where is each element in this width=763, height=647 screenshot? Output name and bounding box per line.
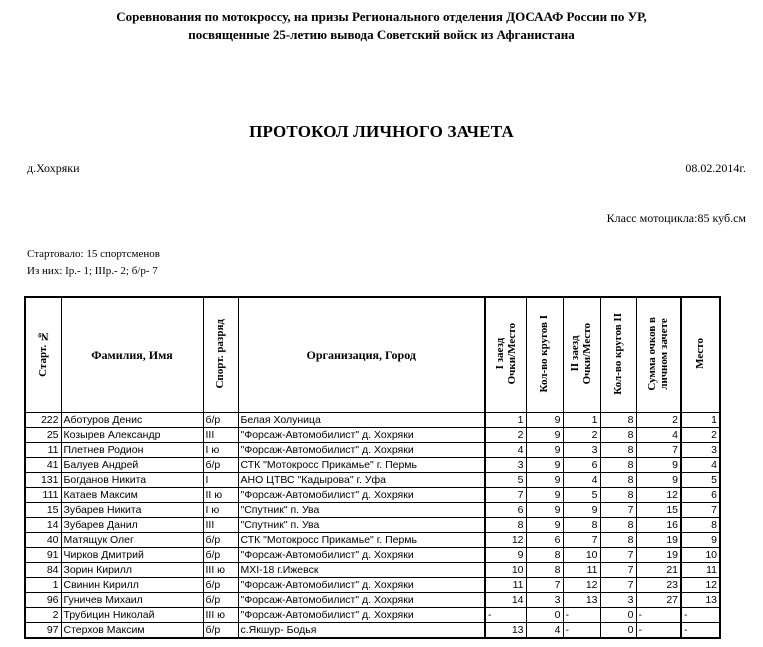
cell-l2: 8	[600, 428, 636, 443]
cell-rank: I ю	[203, 443, 238, 458]
cell-h1: 9	[485, 548, 526, 563]
table-row	[25, 578, 720, 593]
cell-place: 8	[681, 518, 720, 533]
cell-org: "Форсаж-Автомобилист" д. Хохряки	[238, 548, 485, 563]
competition-title-line2: посвященные 25-летию вывода Советский войск из Афганистана	[188, 27, 575, 42]
cell-name: Стерхов Максим	[61, 623, 203, 639]
cell-place: 5	[681, 473, 720, 488]
cell-sum: 19	[636, 533, 681, 548]
cell-h2: 3	[563, 443, 600, 458]
cell-org: "Форсаж-Автомобилист" д. Хохряки	[238, 488, 485, 503]
cell-org: СТК "Мотокросс Прикамье" г. Пермь	[238, 458, 485, 473]
cell-rank: III	[203, 518, 238, 533]
cell-no: 2	[25, 608, 61, 623]
col-start-no: Старт. №	[25, 297, 61, 413]
venue: д.Хохряки	[27, 161, 80, 175]
table-row	[25, 488, 720, 503]
col-laps1: Кол-во кругов I	[526, 297, 563, 413]
cell-name: Аботуров Денис	[61, 413, 203, 428]
cell-place: -	[681, 608, 720, 623]
cell-no: 40	[25, 533, 61, 548]
col-name: Фамилия, Имя	[61, 297, 203, 413]
table-row	[25, 623, 720, 639]
cell-org: MXI-18 г.Ижевск	[238, 563, 485, 578]
col-heat2: II заезд Очки/Место	[563, 297, 600, 413]
cell-rank: б/р	[203, 578, 238, 593]
cell-sum: 19	[636, 548, 681, 563]
results-table	[24, 296, 721, 639]
table-row	[25, 548, 720, 563]
cell-h2: 6	[563, 458, 600, 473]
table-row	[25, 608, 720, 623]
cell-l2: 8	[600, 518, 636, 533]
cell-l1: 7	[526, 578, 563, 593]
cell-l1: 9	[526, 503, 563, 518]
cell-sum: 23	[636, 578, 681, 593]
table-row	[25, 458, 720, 473]
cell-sum: 16	[636, 518, 681, 533]
cell-no: 222	[25, 413, 61, 428]
cell-name: Зорин Кирилл	[61, 563, 203, 578]
cell-rank: б/р	[203, 593, 238, 608]
cell-org: с.Якшур- Бодья	[238, 623, 485, 639]
cell-h1: 1	[485, 413, 526, 428]
cell-sum: 15	[636, 503, 681, 518]
cell-l1: 9	[526, 443, 563, 458]
cell-h2: 2	[563, 428, 600, 443]
cell-no: 25	[25, 428, 61, 443]
cell-org: СТК "Мотокросс Прикамье" г. Пермь	[238, 533, 485, 548]
cell-rank: б/р	[203, 548, 238, 563]
table-body	[25, 413, 720, 639]
cell-l2: 8	[600, 413, 636, 428]
col-laps2: Кол-во кругов II	[600, 297, 636, 413]
cell-rank: б/р	[203, 458, 238, 473]
cell-rank: б/р	[203, 623, 238, 639]
cell-org: "Форсаж-Автомобилист" д. Хохряки	[238, 443, 485, 458]
cell-l1: 8	[526, 548, 563, 563]
cell-l1: 9	[526, 488, 563, 503]
cell-l2: 8	[600, 533, 636, 548]
cell-l1: 9	[526, 518, 563, 533]
cell-h1: -	[485, 608, 526, 623]
cell-no: 97	[25, 623, 61, 639]
rank-breakdown: Из них: Iр.- 1; IIIр.- 2; б/р- 7	[27, 265, 158, 277]
table-row	[25, 428, 720, 443]
table-row	[25, 503, 720, 518]
cell-name: Козырев Александр	[61, 428, 203, 443]
cell-name: Богданов Никита	[61, 473, 203, 488]
cell-place: 3	[681, 443, 720, 458]
cell-name: Зубарев Никита	[61, 503, 203, 518]
cell-h2: -	[563, 608, 600, 623]
cell-no: 15	[25, 503, 61, 518]
cell-no: 111	[25, 488, 61, 503]
cell-h2: 13	[563, 593, 600, 608]
cell-name: Чирков Дмитрий	[61, 548, 203, 563]
cell-name: Трубицин Николай	[61, 608, 203, 623]
cell-place: 7	[681, 503, 720, 518]
cell-place: 13	[681, 593, 720, 608]
cell-rank: III ю	[203, 563, 238, 578]
cell-h1: 10	[485, 563, 526, 578]
cell-l1: 9	[526, 413, 563, 428]
cell-sum: -	[636, 608, 681, 623]
cell-h1: 8	[485, 518, 526, 533]
col-rank: Спорт. разряд	[203, 297, 238, 413]
cell-l1: 9	[526, 473, 563, 488]
cell-h1: 2	[485, 428, 526, 443]
cell-place: 11	[681, 563, 720, 578]
cell-rank: III ю	[203, 608, 238, 623]
cell-h2: 4	[563, 473, 600, 488]
cell-l1: 9	[526, 428, 563, 443]
cell-h1: 4	[485, 443, 526, 458]
cell-org: "Форсаж-Автомобилист" д. Хохряки	[238, 578, 485, 593]
cell-sum: 9	[636, 473, 681, 488]
cell-h2: 7	[563, 533, 600, 548]
cell-l1: 9	[526, 458, 563, 473]
cell-l1: 3	[526, 593, 563, 608]
started-count: Стартовало: 15 спортсменов	[27, 248, 160, 260]
cell-h1: 14	[485, 593, 526, 608]
cell-h1: 13	[485, 623, 526, 639]
cell-rank: II ю	[203, 488, 238, 503]
table-row	[25, 473, 720, 488]
cell-h1: 6	[485, 503, 526, 518]
table-row	[25, 518, 720, 533]
cell-h2: 1	[563, 413, 600, 428]
cell-h2: 12	[563, 578, 600, 593]
cell-sum: 7	[636, 443, 681, 458]
table-row	[25, 563, 720, 578]
cell-h1: 5	[485, 473, 526, 488]
cell-sum: 4	[636, 428, 681, 443]
cell-no: 96	[25, 593, 61, 608]
cell-l2: 3	[600, 593, 636, 608]
cell-l1: 0	[526, 608, 563, 623]
cell-place: 12	[681, 578, 720, 593]
cell-no: 41	[25, 458, 61, 473]
cell-h2: -	[563, 623, 600, 639]
cell-l2: 8	[600, 458, 636, 473]
cell-name: Балуев Андрей	[61, 458, 203, 473]
col-sum: Сумма очков в личном зачете	[636, 297, 681, 413]
table-header-row	[25, 297, 720, 413]
cell-l1: 6	[526, 533, 563, 548]
cell-name: Гуничев Михаил	[61, 593, 203, 608]
cell-place: 2	[681, 428, 720, 443]
event-date: 08.02.2014г.	[685, 161, 746, 175]
col-place: Место	[681, 297, 720, 413]
cell-place: 4	[681, 458, 720, 473]
cell-sum: 21	[636, 563, 681, 578]
cell-place: 6	[681, 488, 720, 503]
cell-org: АНО ЦТВС "Кадырова" г. Уфа	[238, 473, 485, 488]
cell-org: "Форсаж-Автомобилист" д. Хохряки	[238, 428, 485, 443]
motorcycle-class: Класс мотоцикла:85 куб.см	[606, 211, 746, 225]
cell-org: "Форсаж-Автомобилист" д. Хохряки	[238, 593, 485, 608]
cell-sum: 12	[636, 488, 681, 503]
cell-place: 10	[681, 548, 720, 563]
cell-no: 91	[25, 548, 61, 563]
cell-org: "Спутник" п. Ува	[238, 518, 485, 533]
competition-title-line1: Соревнования по мотокроссу, на призы Регионального отделения ДОСААФ России по УР,	[116, 9, 647, 24]
cell-place: -	[681, 623, 720, 639]
cell-sum: 9	[636, 458, 681, 473]
cell-h2: 11	[563, 563, 600, 578]
cell-h1: 7	[485, 488, 526, 503]
cell-h2: 9	[563, 503, 600, 518]
cell-org: Белая Холуница	[238, 413, 485, 428]
cell-h1: 12	[485, 533, 526, 548]
cell-l2: 8	[600, 488, 636, 503]
cell-rank: б/р	[203, 533, 238, 548]
cell-h2: 8	[563, 518, 600, 533]
cell-sum: -	[636, 623, 681, 639]
cell-l2: 7	[600, 548, 636, 563]
cell-h1: 3	[485, 458, 526, 473]
cell-h2: 5	[563, 488, 600, 503]
table-row	[25, 443, 720, 458]
cell-org: "Форсаж-Автомобилист" д. Хохряки	[238, 608, 485, 623]
cell-h1: 11	[485, 578, 526, 593]
cell-place: 9	[681, 533, 720, 548]
cell-l2: 7	[600, 563, 636, 578]
table-row	[25, 533, 720, 548]
cell-rank: III	[203, 428, 238, 443]
protocol-title: ПРОТОКОЛ ЛИЧНОГО ЗАЧЕТА	[249, 122, 514, 141]
cell-name: Зубарев Данил	[61, 518, 203, 533]
cell-name: Матящук Олег	[61, 533, 203, 548]
cell-no: 14	[25, 518, 61, 533]
cell-place: 1	[681, 413, 720, 428]
cell-rank: I	[203, 473, 238, 488]
col-heat1: I заезд Очки/Место	[485, 297, 526, 413]
cell-name: Свинин Кирилл	[61, 578, 203, 593]
cell-sum: 2	[636, 413, 681, 428]
table-row	[25, 593, 720, 608]
cell-l2: 7	[600, 503, 636, 518]
cell-no: 1	[25, 578, 61, 593]
cell-l2: 0	[600, 623, 636, 639]
cell-l1: 8	[526, 563, 563, 578]
cell-name: Катаев Максим	[61, 488, 203, 503]
col-organization: Организация, Город	[238, 297, 485, 413]
cell-l2: 8	[600, 473, 636, 488]
cell-rank: I ю	[203, 503, 238, 518]
cell-name: Плетнев Родион	[61, 443, 203, 458]
cell-l2: 0	[600, 608, 636, 623]
cell-org: "Спутник" п. Ува	[238, 503, 485, 518]
cell-sum: 27	[636, 593, 681, 608]
cell-no: 11	[25, 443, 61, 458]
table-row	[25, 413, 720, 428]
cell-l2: 8	[600, 443, 636, 458]
cell-h2: 10	[563, 548, 600, 563]
cell-rank: б/р	[203, 413, 238, 428]
cell-l2: 7	[600, 578, 636, 593]
cell-no: 131	[25, 473, 61, 488]
cell-l1: 4	[526, 623, 563, 639]
cell-no: 84	[25, 563, 61, 578]
